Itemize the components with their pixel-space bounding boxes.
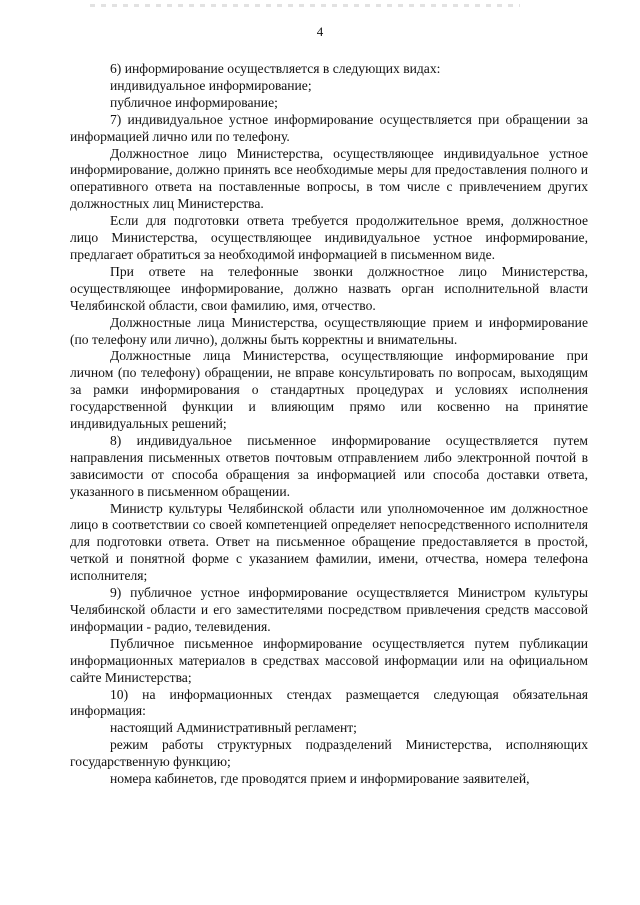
document-body (70, 61, 588, 788)
paragraph: Должностное лицо Министерства, осуществляющее индивидуальное устное информирование, должно принять все необходимые меры для предоставления полного и оперативного ответа на поставленные вопросы, в том числе с привлечением других должностных лиц Министерства. (70, 145, 588, 212)
paragraph: настоящий Административный регламент; (110, 720, 357, 736)
paragraph: 9) публичное устное информирование осуществляется Министром культуры Челябинской области и его заместителями посредством привлечения средств массовой информации - радио, телевидения. (70, 585, 588, 634)
paragraph: режим работы структурных подразделений Министерства, исполняющих государственную функцию; (70, 737, 588, 770)
paragraph: 6) информирование осуществляется в следующих видах: (110, 61, 441, 76)
paragraph: публичное информирование; (110, 94, 278, 110)
scan-artifact (90, 4, 520, 7)
paragraph: индивидуальное информирование; (110, 77, 312, 93)
paragraph: Министр культуры Челябинской области или уполномоченное им должностное лицо в соответствии со своей компетенцией определяет непосредственного исполнителя для подготовки ответа. Ответ на письменное обращение предоставляется в простой, четкой и понятной форме с указанием фамилии, имени, отчества, номера телефона исполнителя; (70, 500, 588, 584)
paragraph: 7) индивидуальное устное информирование осуществляется при обращении за информацией лично или по телефону. (70, 111, 588, 144)
paragraph: 8) индивидуальное письменное информирование осуществляется путем направления письменных ответов почтовым отправлением либо электронной почтой в зависимости от способа обращения за информацией или способа доставки ответа, указанного в письменном обращении. (70, 432, 588, 499)
paragraph: Публичное письменное информирование осуществляется путем публикации информационных материалов в средствах массовой информации или на официальном сайте Министерства; (70, 635, 588, 685)
paragraph: Если для подготовки ответа требуется продолжительное время, должностное лицо Министерства, осуществляющее индивидуальное устное информирование, предлагает обратиться за необходимой информацией в письменном виде. (70, 213, 588, 262)
page-number: 4 (316, 24, 324, 39)
paragraph: При ответе на телефонные звонки должностное лицо Министерства, осуществляющее информирование, должно назвать орган исполнительной власти Челябинской области, свои фамилию, имя, отчество. (70, 263, 588, 313)
paragraph: номера кабинетов, где проводятся прием и информирование заявителей, (110, 771, 530, 787)
paragraph: Должностные лица Министерства, осуществляющие информирование при личном (по телефону) обращении, не вправе консультировать по вопросам, выходящим за рамки информирования о стандартных процедурах и условиях исполнения государственной функции и влияющим прямо или косвенно на принятие индивидуальных решений; (70, 348, 588, 432)
paragraph: 10) на информационных стендах размещается следующая обязательная информация: (70, 686, 588, 719)
paragraph: Должностные лица Министерства, осуществляющие прием и информирование (по телефону или лично), должны быть корректны и внимательны. (70, 314, 588, 347)
